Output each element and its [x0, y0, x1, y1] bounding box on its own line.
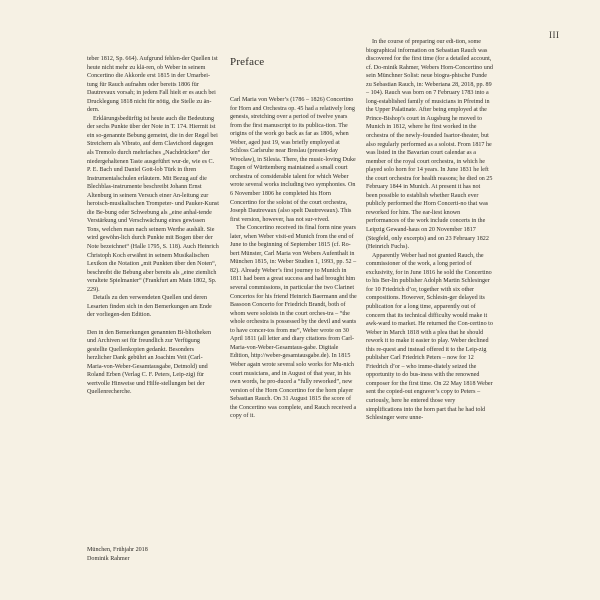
acknowledgements-paragraph: Den in den Bemerkungen genannten Bi-bliotheken und Archiven sei für freundlich zur Verfügung gestellte Quellenkopien gedankt. Besonders herzlicher Dank gebührt an Joachim Veit (Carl-Maria-von-Weber-Gesamtausgabe, Detmold) und Roland Erben (Verlag C. F. Peters, Leip-zig) für wertvolle Hinweise und Hilfe-stellungen bei der Quellenrecherche.	[87, 329, 212, 396]
left-paragraph-1: teber 1812, Sp. 664). Aufgrund fehlen-der Quellen ist heute nicht mehr zu klä-ren, ob Weber in seinem Concertino die Akkorde erst 1815 in der Umarbei-tung für Rauch aufnahm oder bereits 1806 für Dautrevaux vorsah; in jedem Fall hielt er es auch bei Drucklegung 1818 nicht für nötig, die Stelle zu än-dern.	[87, 56, 218, 114]
preface-column	[230, 55, 357, 421]
right-paragraph-2: Apparently Weber had not granted Rauch, the commissioner of the work, a long period of exclusivity, for in June 1816 he sold the Concertino to his Ber-lin publisher Adolph Martin Schlesinger for 10 Friedrich d’or, together with six other compositions. However, Schlesin-ger delayed its publication for a long time, apparently out of concern that its technical difficulty would make it awk-ward to market. He returned the Con-certino to Weber in March 1818 with a plea that he should rework it to make it easier to play. Weber declined this re-quest and instead offered it to the Leip-zig publisher Carl Friedrich Peters – now for 12 Friedrich d’or – who imme-diately seized the opportunity to do bus-iness with the renowned composer for the first time. On 22 May 1818 Weber sent the copied-out engraver’s copy to Peters – curiously, here he entered those very simplifications into the horn part that he had told Schlesinger were unne-	[366, 252, 493, 422]
right-paragraph-1: In the course of preparing our edi-tion, some biographical information on Sebastian Rauch was discovered for the first time (for a detailed account, cf. Do-minik Rahmer, Webers Horn-Concertino und sein Münchner Solist: neue biogra-phische Funde zu Sebastian Rauch, in: Weberiana 28, 2018, pp. 89 – 104). Rauch was born on 7 February 1783 into a long-established family of musicians in Pfreimd in the Upper Palatinate. After being employed at the Prince-Bishop’s court in Augsburg he moved to Munich in 1812, where he first worked in the orchestra of the newly-founded Isartor-theater, but also regularly performed as a soloist. From 1817 he was listed in the Bavarian court calendar as a member of the royal court orchestra, in which he played solo horn for 14 years. In June 1831 he left the court orchestra for health reasons; he died on 25 February 1844 in Munich. At present it has not been possible to establish whether Rauch ever publicly performed the Horn Concerti-no that was reworked for him. The ear-liest known performances of the work include concerts in the Leipzig Gewand-haus on 20 November 1817 (Stegfeld, only excerpts) and on 23 February 1822 (Heinrich Fuchs).	[366, 39, 493, 251]
sign-place-date: München, Frühjahr 2018	[87, 547, 148, 553]
preface-paragraph-1: Carl Maria von Weber’s (1786 – 1826) Concertino for Horn and Orchestra op. 45 had a relatively long genesis, stretching over a period of twelve years from the first manuscript to its publica-tion. The origins of the work go back as far as 1806, when Weber, aged just 19, was briefly employed at Schloss Carlsruhe near Breslau (present-day Wrocław), in Silesia. There, the music-loving Duke Eugen of Württemberg maintained a small court orchestra of considerable talent for which Weber wrote several works including two symphonies. On 6 November 1806 he completed his Horn Concertino for the soloist of the court orchestra, Joseph Dautrevaux (also spelt Dautreveaux). This first version, however, has not sur-vived.	[230, 97, 356, 223]
page-number: III	[549, 30, 560, 40]
preface-paragraph-2: The Concertino received its final form nine years later, when Weber visit-ed Munich from the end of June to the beginning of September 1815 (cf. Ro-bert Münster, Carl Maria von Webers Aufenthalt in München 1815, in: Weber Studien 1, 1993, pp. 52 – 82). Already Weber’s first journey to Munich in 1811 had been a great success and had brought him several commissions, in particular the two Clarinet Concertos for his friend Heinrich Baermann and the Bassoon Concerto for Friedrich Brandt, both of whom were soloists in the court orches-tra – “the whole orchestra is possessed by the devil and wants to have concer-tos from me”, Weber wrote on 30 April 1811 (all letter and diary citations from Carl-Maria-von-Weber-Gesamtaus-gabe. Digitale Edition, http://weber-gesamtausgabe.de). In 1815 Weber again wrote several solo works for Mu-nich court musicians, and in August of that year, in his own words, he pro-duced a “fully reworked”, new version of the Horn Concertino for the horn player Sebastian Rauch. On 31 August 1815 the score of the Concertino was complete, and Rauch received a copy of it.	[230, 225, 357, 420]
signature-block	[87, 546, 219, 563]
sign-author: Dominik Rahmer	[87, 555, 130, 562]
german-text-column	[87, 55, 219, 397]
left-paragraph-3: Details zu den verwendeten Quellen und deren Lesarten finden sich in den Bemerkungen am Ende der vorliegen-den Edition.	[87, 295, 212, 319]
left-paragraph-2: Erklärungsbedürftig ist heute auch die Bedeutung der sechs Punkte über der Note in T. 174. Hiermit ist ein so-genannte Bebung gemeint, die in der Regel bei Streichern als Vibrato, auf dem Clavichord dagegen als Tremolo durch mehrfaches „Nachdrücken“ der niedergehaltenen Taste ausgeführt wur-de, wie es C. P. E. Bach und Daniel Gott-lob Türk in ihren Instrumentalschulen erläutern. Mit Bezug auf die Blechblas-instrumente beschreibt Johann Ernst Altenburg in seinem Versuch einer An-leitung zur heroisch-musikalischen Trompeter- und Pauker-Kunst die Be-bung oder Schwebung als „eine anhal-tende Verstärkung und Verschwächung eines gewissen Tons, welchen man nach seinem Werthe aushält. Sie wird gewöhn-lich durch Punkte mit Bogen über der Note bezeichnet“ (Halle 1795, S. 118). Auch Heinrich Christoph Koch erwähnt in seinem Musikalischen Lexikon die Notation „mit Punkten über den Noten“, beschreibt die Bebung aber bereits als „eine ziemlich veraltete Spielmanier“ (Frankfurt am Main 1802, Sp. 229).	[87, 115, 219, 293]
preface-heading: Preface	[230, 56, 265, 68]
preface-continued-column	[366, 38, 493, 423]
